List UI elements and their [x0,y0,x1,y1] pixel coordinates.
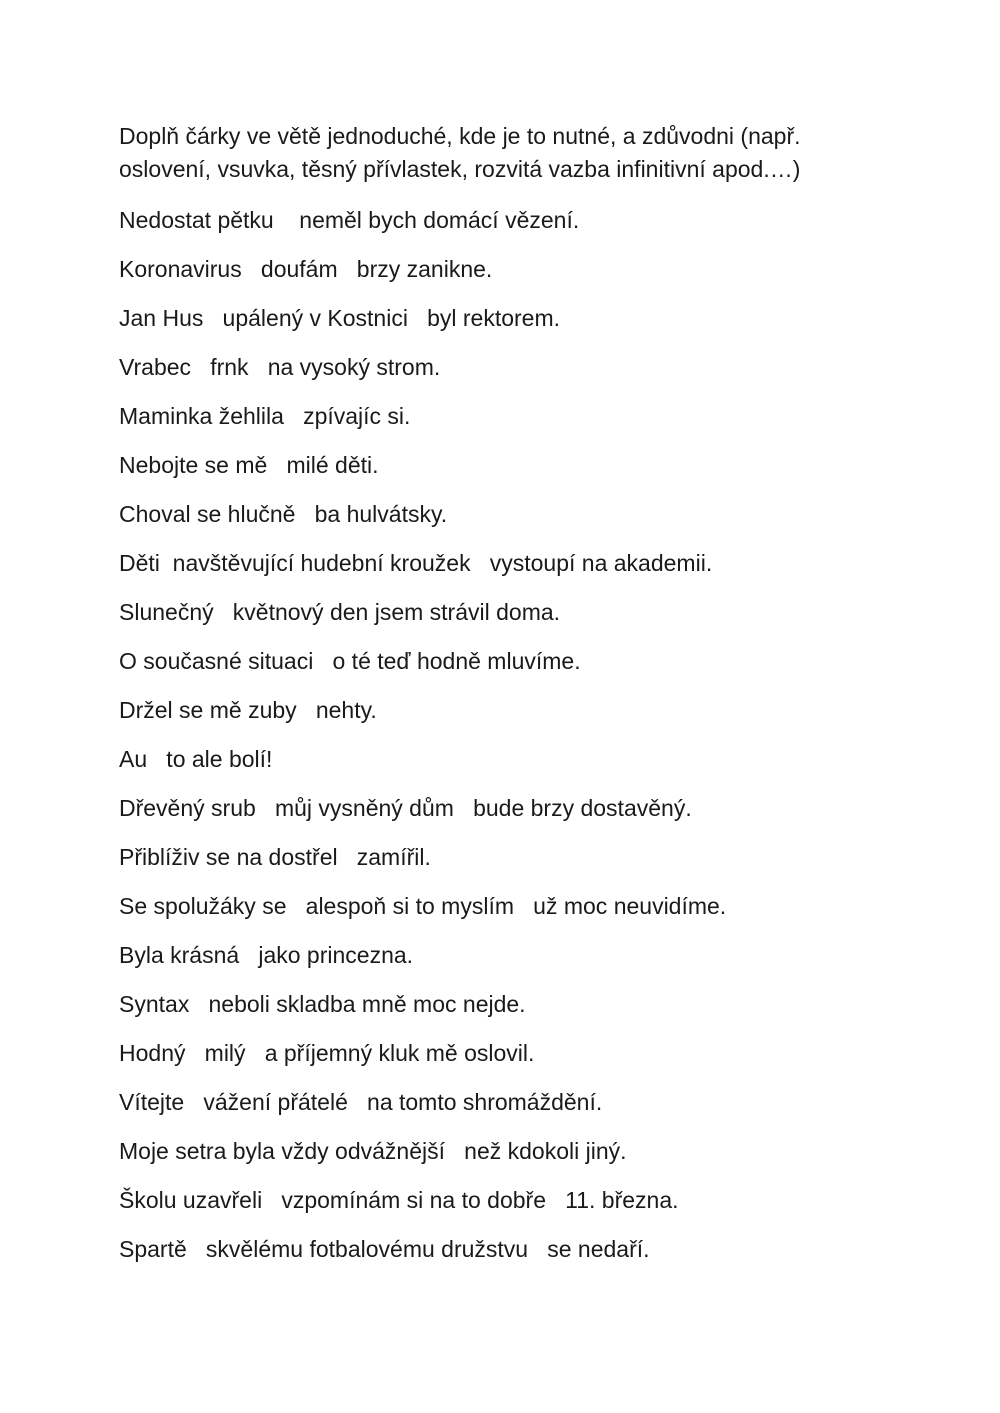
sentence-item: Byla krásná jako princezna. [119,942,414,968]
sentence-item: Jan Hus upálený v Kostnici byl rektorem. [119,305,561,331]
sentence-item: Syntax neboli skladba mně moc nejde. [119,991,526,1017]
sentence-item: Hodný milý a příjemný kluk mě oslovil. [119,1040,535,1066]
sentence-item: Choval se hlučně ba hulvátsky. [119,501,448,527]
sentence-item: Slunečný květnový den jsem strávil doma. [119,599,561,625]
sentence-item: Školu uzavřeli vzpomínám si na to dobře 11. března. [119,1187,679,1213]
sentence-item: Přiblíživ se na dostřel zamířil. [119,844,431,870]
sentence-item: Moje setra byla vždy odvážnější než kdokoli jiný. [119,1138,627,1164]
sentence-item: Držel se mě zuby nehty. [119,697,377,723]
sentence-item: Maminka žehlila zpívajíc si. [119,403,411,429]
instruction-text [119,120,899,186]
sentence-item: O současné situaci o té teď hodně mluvíme. [119,648,581,674]
sentence-item: Vrabec frnk na vysoký strom. [119,354,441,380]
sentence-item: Nebojte se mě milé děti. [119,452,379,478]
instruction-line-1: Doplň čárky ve větě jednoduché, kde je to nutné, a zdůvodni (např. [119,123,801,149]
instruction-line-2: oslovení, vsuvka, těsný přívlastek, rozvitá vazba infinitivní apod.…) [119,156,801,182]
sentence-item: Nedostat pětku neměl bych domácí vězení. [119,207,580,233]
sentence-item: Se spolužáky se alespoň si to myslím už moc neuvidíme. [119,893,727,919]
sentence-item: Au to ale bolí! [119,746,273,772]
sentence-item: Dřevěný srub můj vysněný dům bude brzy dostavěný. [119,795,692,821]
sentence-item: Děti navštěvující hudební kroužek vystoupí na akademii. [119,550,713,576]
sentence-list [119,202,899,1280]
sentence-item: Vítejte vážení přátelé na tomto shromáždění. [119,1089,603,1115]
sentence-item: Koronavirus doufám brzy zanikne. [119,256,493,282]
sentence-item: Spartě skvělému fotbalovému družstvu se nedaří. [119,1236,650,1262]
